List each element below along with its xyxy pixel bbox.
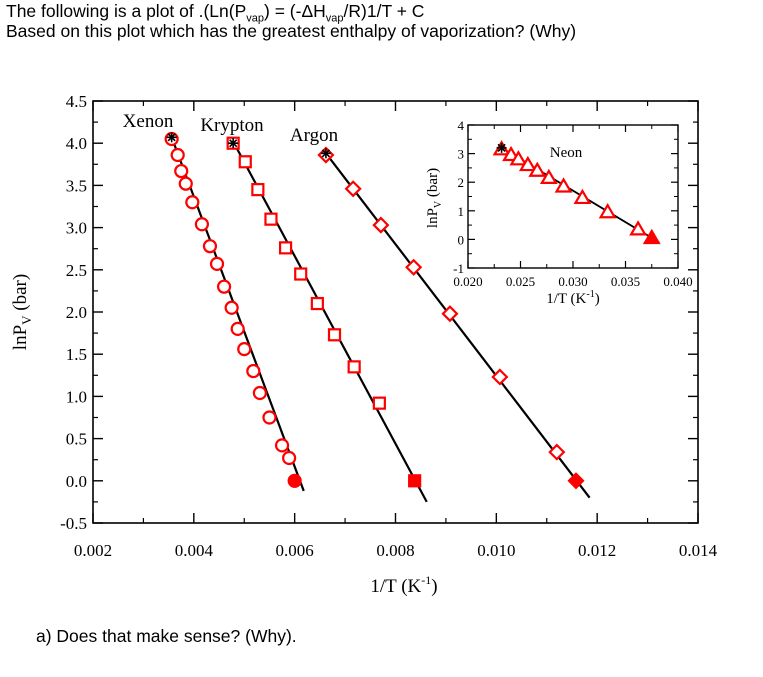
data-point	[254, 387, 266, 399]
data-point	[204, 240, 216, 252]
star-marker	[321, 148, 331, 158]
data-point	[280, 242, 291, 253]
filled-data-point	[289, 475, 301, 487]
y-tick-label: -0.5	[60, 514, 87, 533]
inset-y-tick-label: 3	[457, 146, 464, 162]
inset-x-tick-label: 0.025	[505, 274, 536, 289]
question-line1-sub2: vap	[325, 12, 344, 25]
x-tick-label: 0.006	[275, 541, 314, 560]
inset-y-tick-label: 4	[457, 118, 464, 133]
inset-x-tick-label: 0.030	[558, 274, 588, 289]
data-point	[265, 214, 276, 225]
series-label: Krypton	[200, 115, 264, 136]
inset-x-axis-label: 1/T $(K^{-1})$	[546, 289, 600, 307]
y-tick-label: 3.0	[65, 218, 87, 238]
y-tick-label: 3.5	[65, 176, 87, 196]
star-marker	[497, 143, 507, 153]
star-marker	[167, 132, 177, 142]
data-point	[252, 184, 263, 195]
y-tick-label: 0.5	[65, 429, 87, 449]
data-point	[493, 370, 507, 384]
series-label: Xenon	[122, 111, 174, 132]
data-point	[247, 365, 259, 377]
question-line1-mid: ) = (-ΔH	[264, 1, 326, 21]
data-point	[349, 361, 360, 372]
y-tick-label: 4.0	[65, 134, 87, 154]
y-tick-label: 1.5	[65, 345, 87, 365]
data-point	[226, 302, 238, 314]
data-point	[196, 218, 208, 230]
data-point	[374, 398, 385, 409]
data-point	[232, 323, 244, 335]
series-xenon	[123, 111, 304, 491]
y-tick-label: 2.0	[65, 303, 87, 322]
inset-y-tick-label: -1	[453, 261, 464, 276]
data-point	[180, 178, 192, 190]
x-tick-label: 0.014	[678, 541, 718, 560]
data-point	[175, 165, 187, 177]
inset-x-tick-label: 0.020	[453, 274, 483, 289]
series-label: Neon	[549, 145, 583, 161]
star-marker	[228, 138, 238, 148]
y-tick-label: 1.0	[65, 387, 87, 407]
data-point	[263, 412, 275, 424]
y-tick-label: 0.0	[65, 471, 87, 491]
inset-x-tick-label: 0.040	[663, 274, 693, 289]
series-label: Argon	[289, 125, 339, 146]
inset-x-tick-label: 0.035	[610, 274, 641, 289]
inset-y-tick-label: 1	[457, 203, 464, 219]
inset-y-tick-label: 0	[457, 232, 464, 248]
question-line1-end: /R)1/T + C	[343, 1, 425, 21]
y-tick-label: 4.5	[65, 92, 87, 111]
data-point	[218, 281, 230, 293]
data-point	[283, 452, 295, 464]
sub-question: a) Does that make sense? (Why).	[36, 626, 297, 646]
data-point	[240, 156, 251, 167]
data-point	[172, 149, 184, 161]
x-tick-label: 0.004	[174, 541, 213, 560]
data-point	[276, 439, 288, 451]
data-point	[211, 258, 223, 270]
data-point	[238, 343, 250, 355]
question-line-2: Based on this plot which has the greatest enthalpy of vaporization? (Why)	[6, 21, 577, 41]
y-tick-label: 2.5	[65, 260, 87, 280]
x-axis-label: 1/T $(K^{-1})$	[370, 573, 438, 597]
data-point	[329, 329, 340, 340]
inset-y-tick-label: 2	[457, 175, 464, 191]
filled-data-point	[409, 475, 420, 486]
x-tick-label: 0.010	[477, 541, 516, 560]
data-point	[312, 298, 323, 309]
inset-plot	[425, 118, 693, 307]
x-tick-label: 0.012	[578, 541, 617, 560]
question-line1-sub1: vap	[246, 12, 265, 25]
x-tick-label: 0.008	[376, 541, 415, 560]
question-line1-main: The following is a plot of .(Ln(P	[6, 1, 247, 21]
y-axis-label: lnP$_V$ (bar)	[10, 273, 34, 351]
fit-line	[172, 137, 304, 491]
data-point	[295, 269, 306, 280]
x-tick-label: 0.002	[73, 541, 113, 560]
inset-y-axis-label: lnP$_V$ (bar)	[425, 167, 444, 229]
data-point	[186, 196, 198, 208]
